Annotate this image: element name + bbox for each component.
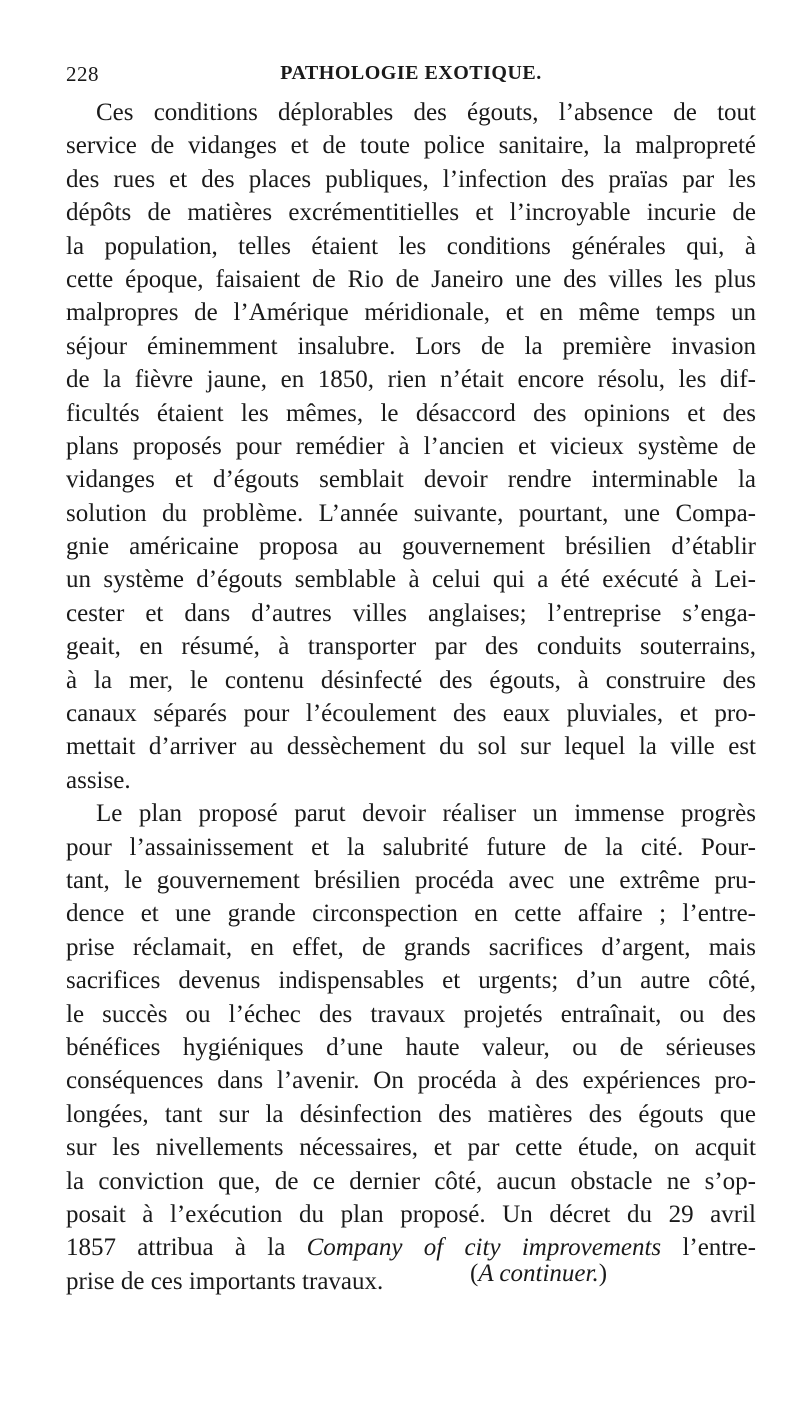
text-line: des rues et des places publiques, l’infection des praïas par les [66,165,756,193]
text-line: prise de ces importants travaux. [66,1267,384,1295]
text-line: Ces conditions déplorables des égouts, l’absence de tout [96,99,756,126]
signoff-open-paren: ( [470,1260,479,1287]
text-line: dépôts de matières excrémentitielles et l’incroyable incurie de [66,199,756,227]
text-line: la population, telles étaient les conditions générales qui, à [66,232,756,260]
text-line: bénéfices hygiéniques d’une haute valeur, ou de sérieuses [66,1033,756,1061]
text-line: vidanges et d’égouts semblait devoir rendre interminable la [66,466,756,494]
signoff-close-paren: ) [598,1260,608,1287]
running-title: PATHOLOGIE EXOTIQUE. [280,62,542,84]
text-line: conséquences dans l’avenir. On procéda à des expériences pro- [66,1067,756,1095]
text-segment: l’entre- [661,1234,756,1262]
text-line: gnie américaine proposa au gouvernement brésilien d’établir [66,533,756,561]
text-line: de la fièvre jaune, en 1850, rien n’était encore résolu, les dif- [66,366,756,394]
running-head [66,62,756,90]
paragraph-2 [66,797,756,1298]
italic-company-name: Company of city improvements [306,1234,662,1262]
signoff-text: A continuer. [478,1260,599,1287]
body-text [66,96,756,1298]
text-line: Le plan proposé parut devoir réaliser un immense progrès [96,800,756,828]
text-line: malpropres de l’Amérique méridionale, et en même temps un [66,299,756,327]
text-line: geait, en résumé, à transporter par des conduits souterrains, [66,633,756,661]
text-line: longées, tant sur la désinfection des matières des égouts que [66,1100,756,1128]
text-line: ficultés étaient les mêmes, le désaccord des opinions et des [66,399,756,427]
text-line: prise réclamait, en effet, de grands sacrifices d’argent, mais [66,933,756,961]
text-line: un système d’égouts semblable à celui qui a été exécuté à Lei- [66,566,756,594]
text-line: canaux séparés pour l’écoulement des eaux pluviales, et pro- [66,700,756,728]
text-line: cette époque, faisaient de Rio de Janeiro une des villes les plus [66,265,756,293]
text-line: tant, le gouvernement brésilien procéda avec une extrême pru- [66,866,756,894]
text-line: la conviction que, de ce dernier côté, aucun obstacle ne s’op- [66,1167,756,1195]
text-line: cester et dans d’autres villes anglaises; l’entreprise s’enga- [66,599,756,627]
text-line: service de vidanges et de toute police sanitaire, la malpropreté [66,132,756,160]
text-line: le succès ou l’échec des travaux projetés entraînait, ou des [66,1000,756,1028]
text-line: posait à l’exécution du plan proposé. Un décret du 29 avril [66,1200,756,1228]
text-line: séjour éminemment insalubre. Lors de la première invasion [66,332,756,360]
text-line: mettait d’arriver au dessèchement du sol sur lequel la ville est [66,733,756,761]
text-line: sur les nivellements nécessaires, et par cette étude, on acquit [66,1134,756,1162]
page-number: 228 [66,62,99,86]
text-line: plans proposés pour remédier à l’ancien et vicieux système de [66,432,756,460]
paragraph-1 [66,96,756,797]
text-line: solution du problème. L’année suivante, pourtant, une Compa- [66,499,756,527]
text-line: assise. [66,766,131,794]
text-line: pour l’assainissement et la salubrité future de la cité. Pour- [66,833,756,861]
text-line: dence et une grande circonspection en cette affaire ; l’entre- [66,900,756,928]
text-line: sacrifices devenus indispensables et urgents; d’un autre côté, [66,967,756,995]
text-line: à la mer, le contenu désinfecté des égouts, à construire des [66,666,756,694]
text-segment: 1857 attribua à la [66,1234,307,1262]
to-be-continued [470,1260,607,1288]
text-line [66,1231,756,1264]
